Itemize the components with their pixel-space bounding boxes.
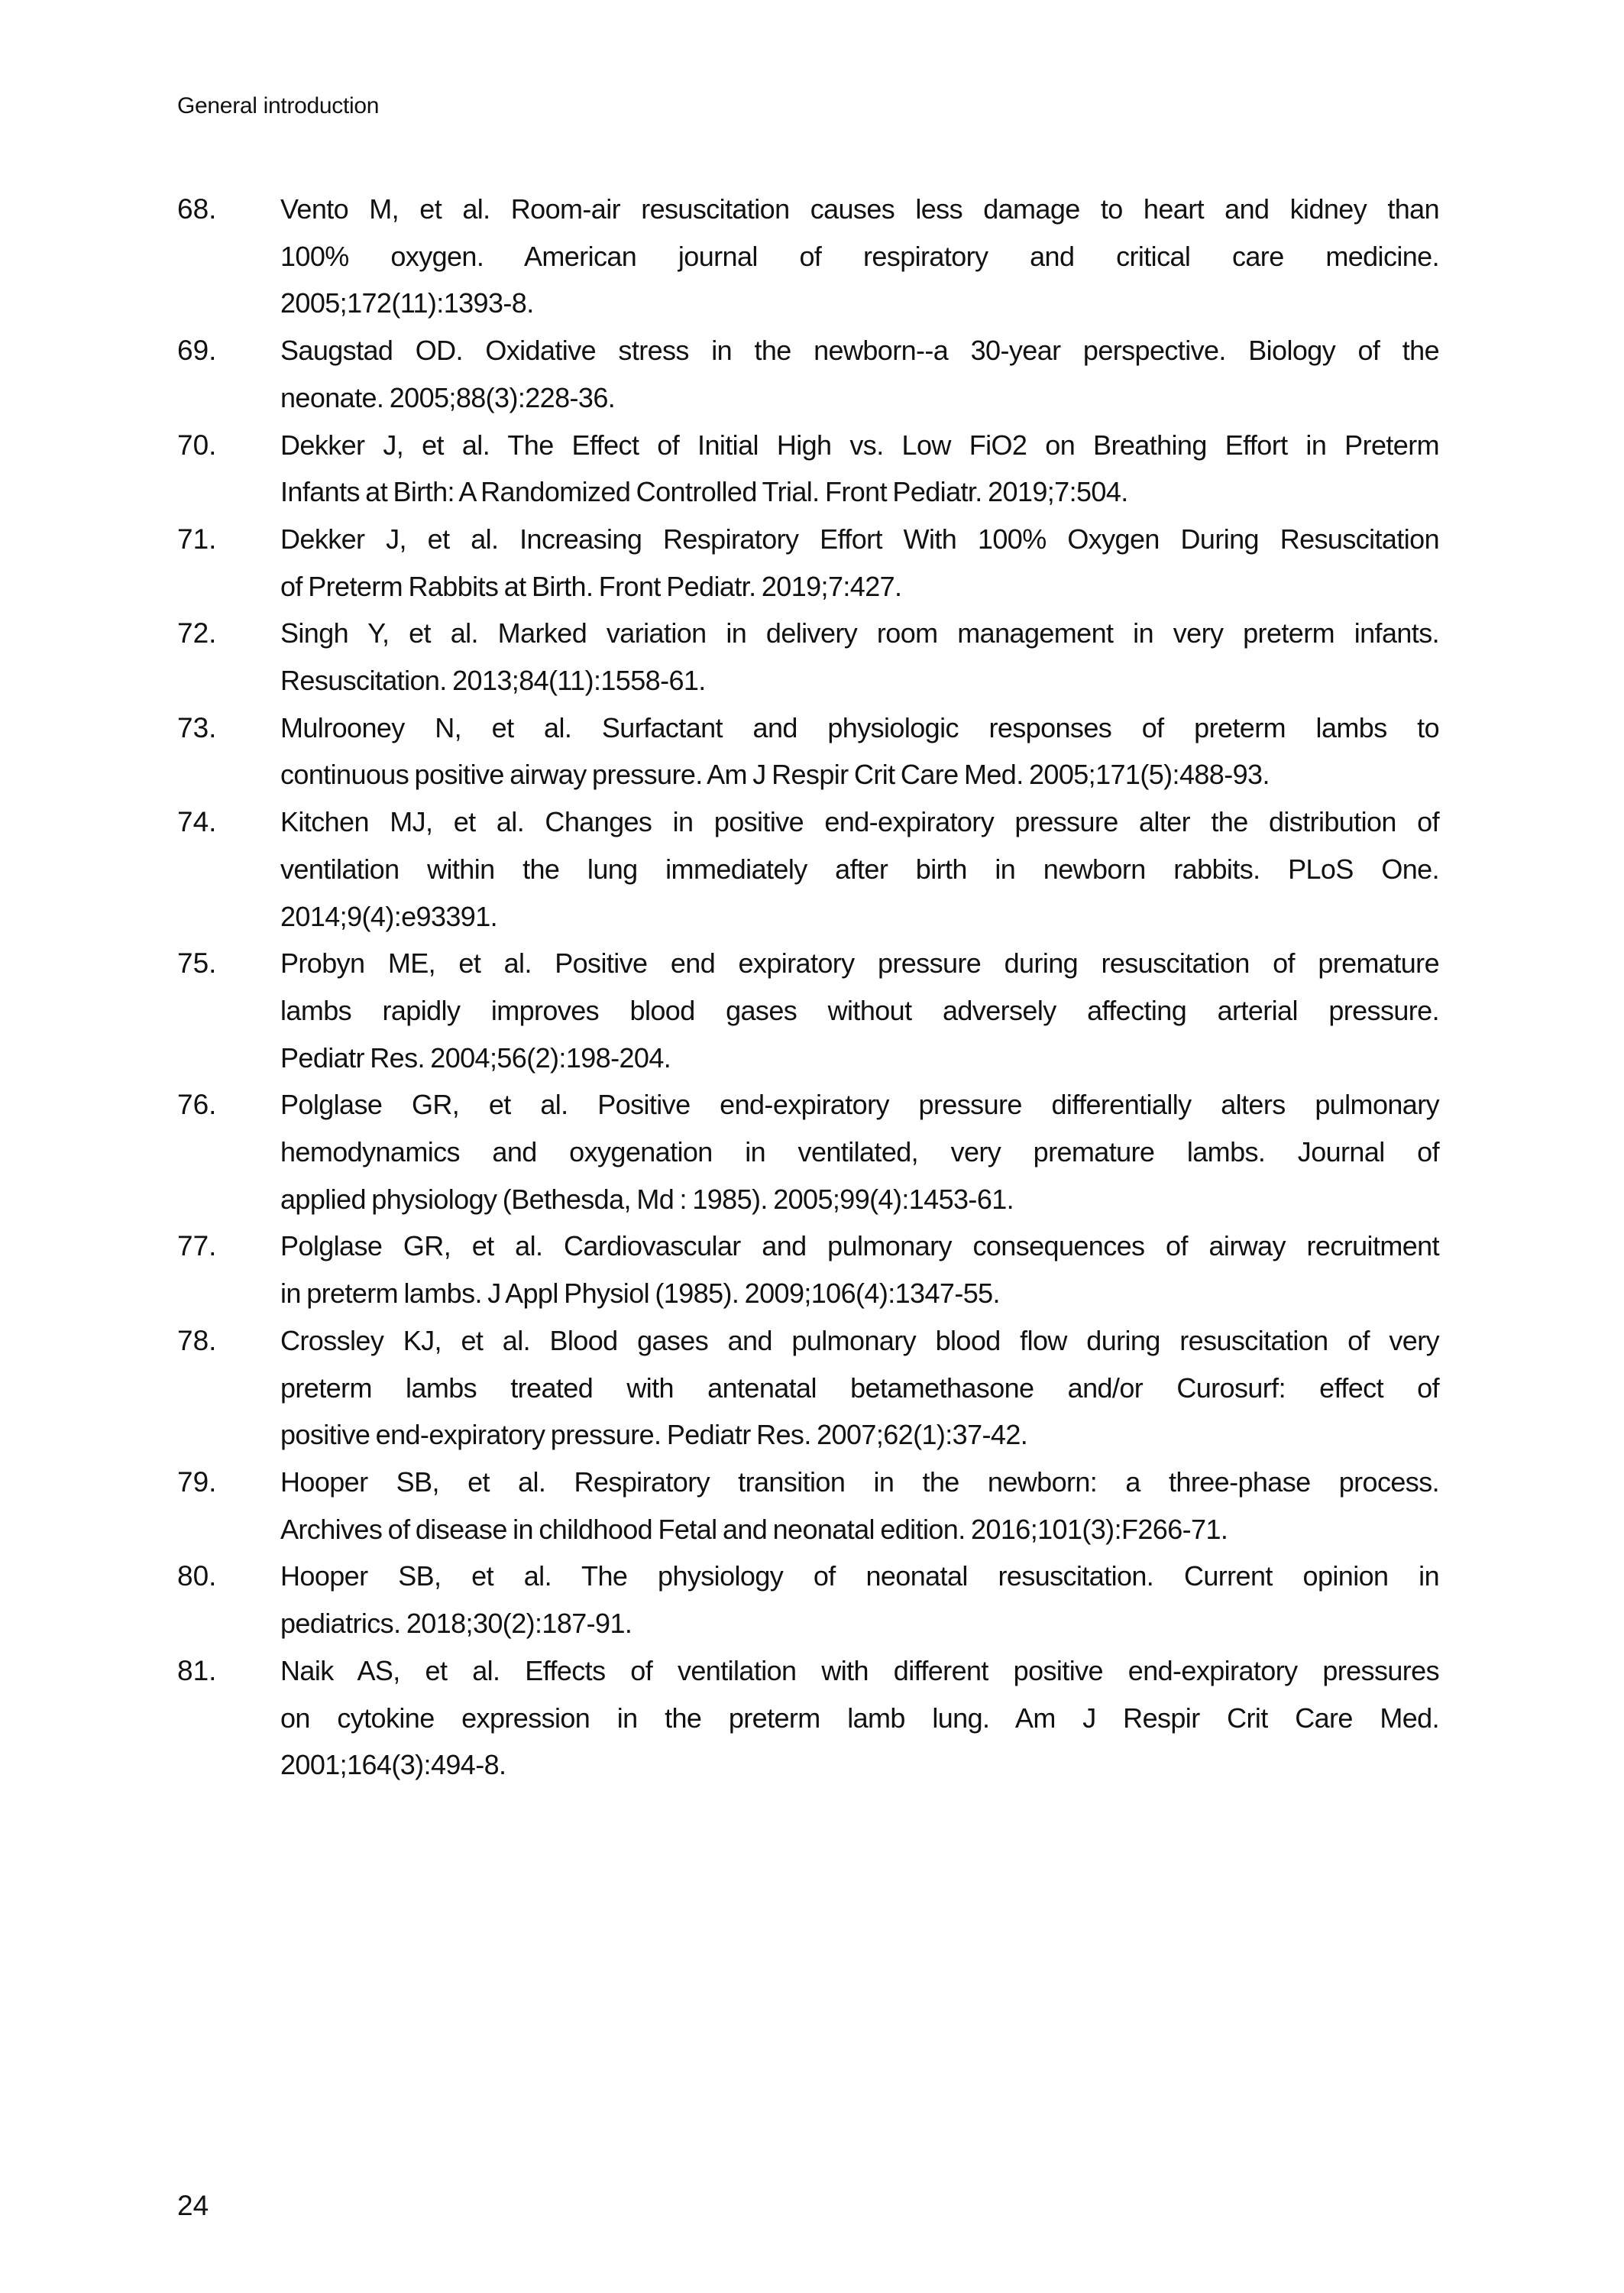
- reference-item: [177, 1647, 1439, 1789]
- reference-text: [280, 1553, 1439, 1647]
- reference-line: Vento M, et al. Room-air resuscitation causes less damage to heart and kidney than: [280, 193, 1439, 225]
- reference-line: Polglase GR, et al. Positive end-expiratory pressure differentially alters pulmonary: [280, 1089, 1439, 1121]
- reference-line: 2005;172(11):1393-8.: [280, 287, 534, 319]
- reference-line: continuous positive airway pressure. Am J Respir Crit Care Med. 2005;171(5):488-93.: [280, 759, 1270, 791]
- reference-line: applied physiology (Bethesda, Md : 1985). 2005;99(4):1453-61.: [280, 1183, 1014, 1215]
- reference-number: 68.: [177, 193, 217, 225]
- reference-line: Hooper SB, et al. Respiratory transition in the newborn: a three-phase process.: [280, 1466, 1439, 1498]
- reference-number: 78.: [177, 1324, 217, 1356]
- reference-number: 74.: [177, 806, 217, 838]
- reference-item: [177, 1081, 1439, 1223]
- reference-text: [280, 1081, 1439, 1223]
- reference-number: 77.: [177, 1230, 217, 1262]
- reference-text: [280, 1317, 1439, 1459]
- reference-item: [177, 940, 1439, 1081]
- reference-text: [280, 610, 1439, 704]
- reference-text: [280, 327, 1439, 421]
- reference-item: [177, 798, 1439, 940]
- reference-item: [177, 1553, 1439, 1647]
- reference-line: lambs rapidly improves blood gases without adversely affecting arterial pressure.: [280, 994, 1439, 1026]
- reference-line: Resuscitation. 2013;84(11):1558-61.: [280, 665, 706, 697]
- reference-number: 75.: [177, 947, 217, 980]
- reference-line: Naik AS, et al. Effects of ventilation with different positive end-expiratory pressures: [280, 1654, 1439, 1686]
- reference-number: 71.: [177, 523, 217, 555]
- reference-list: [177, 186, 1439, 1789]
- reference-number: 73.: [177, 711, 217, 743]
- reference-text: [280, 940, 1439, 1081]
- reference-line: Mulrooney N, et al. Surfactant and physiologic responses of preterm lambs to: [280, 711, 1439, 743]
- reference-text: [280, 422, 1439, 516]
- reference-line: Hooper SB, et al. The physiology of neonatal resuscitation. Current opinion in: [280, 1560, 1439, 1592]
- reference-text: [280, 704, 1439, 798]
- reference-item: [177, 1459, 1439, 1553]
- reference-number: 79.: [177, 1466, 217, 1498]
- reference-number: 76.: [177, 1089, 217, 1121]
- reference-item: [177, 1223, 1439, 1317]
- reference-number: 72.: [177, 617, 217, 649]
- reference-line: Crossley KJ, et al. Blood gases and pulmonary blood flow during resuscitation of very: [280, 1324, 1439, 1356]
- reference-line: Probyn ME, et al. Positive end expiratory pressure during resuscitation of premature: [280, 947, 1439, 980]
- reference-line: Dekker J, et al. Increasing Respiratory Effort With 100% Oxygen During Resuscitation: [280, 523, 1439, 555]
- reference-text: [280, 1459, 1439, 1553]
- reference-item: [177, 422, 1439, 516]
- reference-line: 2014;9(4):e93391.: [280, 900, 498, 932]
- reference-line: positive end-expiratory pressure. Pediatr Res. 2007;62(1):37-42.: [280, 1419, 1028, 1451]
- reference-text: [280, 1223, 1439, 1317]
- page-number: 24: [177, 2190, 209, 2221]
- reference-line: Infants at Birth: A Randomized Controlled Trial. Front Pediatr. 2019;7:504.: [280, 476, 1128, 508]
- reference-line: Pediatr Res. 2004;56(2):198-204.: [280, 1041, 671, 1074]
- reference-number: 69.: [177, 335, 217, 367]
- running-header: General introduction: [177, 93, 380, 118]
- reference-number: 81.: [177, 1654, 217, 1686]
- reference-item: [177, 327, 1439, 421]
- reference-text: [280, 1647, 1439, 1789]
- reference-item: [177, 704, 1439, 798]
- reference-line: Saugstad OD. Oxidative stress in the newborn--a 30-year perspective. Biology of the: [280, 335, 1439, 367]
- reference-item: [177, 1317, 1439, 1459]
- reference-line: 100% oxygen. American journal of respiratory and critical care medicine.: [280, 240, 1439, 272]
- reference-line: Polglase GR, et al. Cardiovascular and pulmonary consequences of airway recruitment: [280, 1230, 1439, 1262]
- reference-number: 80.: [177, 1560, 217, 1592]
- reference-text: [280, 798, 1439, 940]
- reference-line: Kitchen MJ, et al. Changes in positive end-expiratory pressure alter the distribution of: [280, 806, 1439, 838]
- reference-line: neonate. 2005;88(3):228-36.: [280, 381, 616, 413]
- reference-line: pediatrics. 2018;30(2):187-91.: [280, 1608, 632, 1640]
- reference-item: [177, 516, 1439, 610]
- reference-line: ventilation within the lung immediately after birth in newborn rabbits. PLoS One.: [280, 853, 1439, 885]
- reference-line: Singh Y, et al. Marked variation in delivery room management in very preterm infants.: [280, 617, 1439, 649]
- reference-item: [177, 610, 1439, 704]
- reference-line: 2001;164(3):494-8.: [280, 1749, 506, 1781]
- reference-line: Dekker J, et al. The Effect of Initial High vs. Low FiO2 on Breathing Effort in Preterm: [280, 429, 1439, 461]
- reference-line: of Preterm Rabbits at Birth. Front Pediatr. 2019;7:427.: [280, 570, 902, 602]
- reference-line: Archives of disease in childhood Fetal and neonatal edition. 2016;101(3):F266-71.: [280, 1513, 1228, 1545]
- reference-text: [280, 516, 1439, 610]
- reference-line: preterm lambs treated with antenatal betamethasone and/or Curosurf: effect of: [280, 1372, 1439, 1404]
- reference-item: [177, 186, 1439, 327]
- reference-line: in preterm lambs. J Appl Physiol (1985). 2009;106(4):1347-55.: [280, 1278, 1000, 1310]
- reference-line: on cytokine expression in the preterm lamb lung. Am J Respir Crit Care Med.: [280, 1702, 1439, 1734]
- reference-line: hemodynamics and oxygenation in ventilated, very premature lambs. Journal of: [280, 1136, 1439, 1168]
- reference-text: [280, 186, 1439, 327]
- reference-number: 70.: [177, 429, 217, 461]
